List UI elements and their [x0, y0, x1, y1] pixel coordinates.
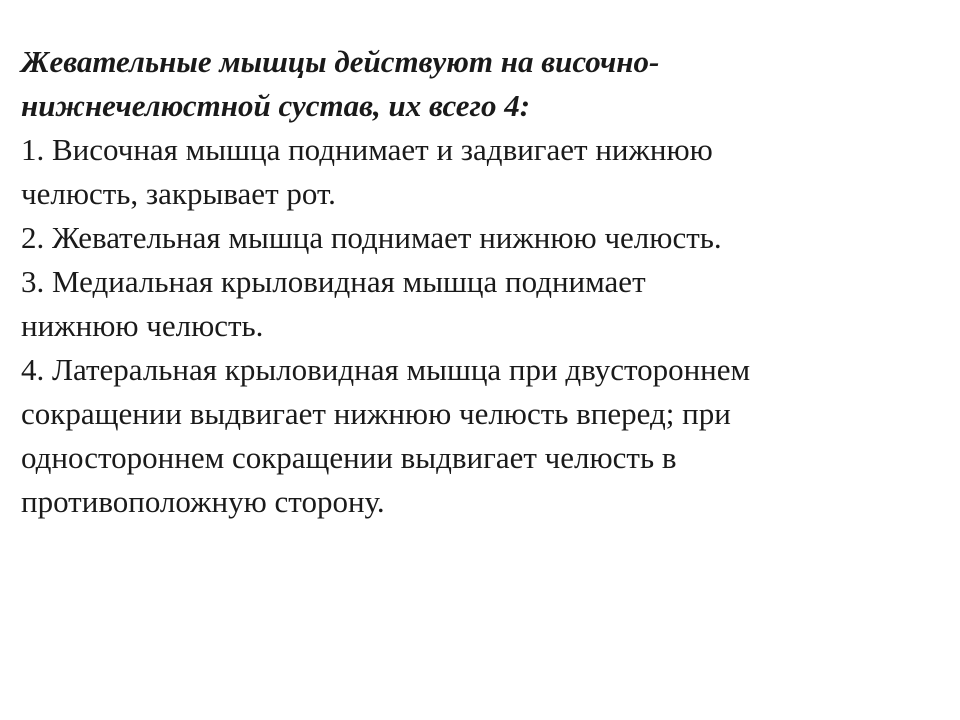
item-line: 3. Медиальная крыловидная мышца поднимает	[21, 264, 646, 299]
item-line: противоположную сторону.	[21, 484, 385, 519]
heading-line: Жевательные мышцы действуют на височно-	[21, 44, 660, 79]
item-line: 2. Жевательная мышца поднимает нижнюю челюсть.	[21, 220, 722, 255]
heading-line: нижнечелюстной сустав, их всего 4:	[21, 88, 531, 123]
item-line: нижнюю челюсть.	[21, 308, 264, 343]
muscle-item-1	[21, 128, 941, 216]
slide-heading	[21, 40, 941, 128]
muscle-item-4	[21, 348, 941, 524]
item-line: сокращении выдвигает нижнюю челюсть вперед; при	[21, 396, 731, 431]
item-line: одностороннем сокращении выдвигает челюсть в	[21, 440, 677, 475]
item-line: челюсть, закрывает рот.	[21, 176, 336, 211]
item-line: 1. Височная мышца поднимает и задвигает нижнюю	[21, 132, 713, 167]
item-line: 4. Латеральная крыловидная мышца при двустороннем	[21, 352, 751, 387]
muscle-item-2	[21, 216, 941, 260]
slide-content	[21, 40, 941, 524]
muscle-item-3	[21, 260, 941, 348]
